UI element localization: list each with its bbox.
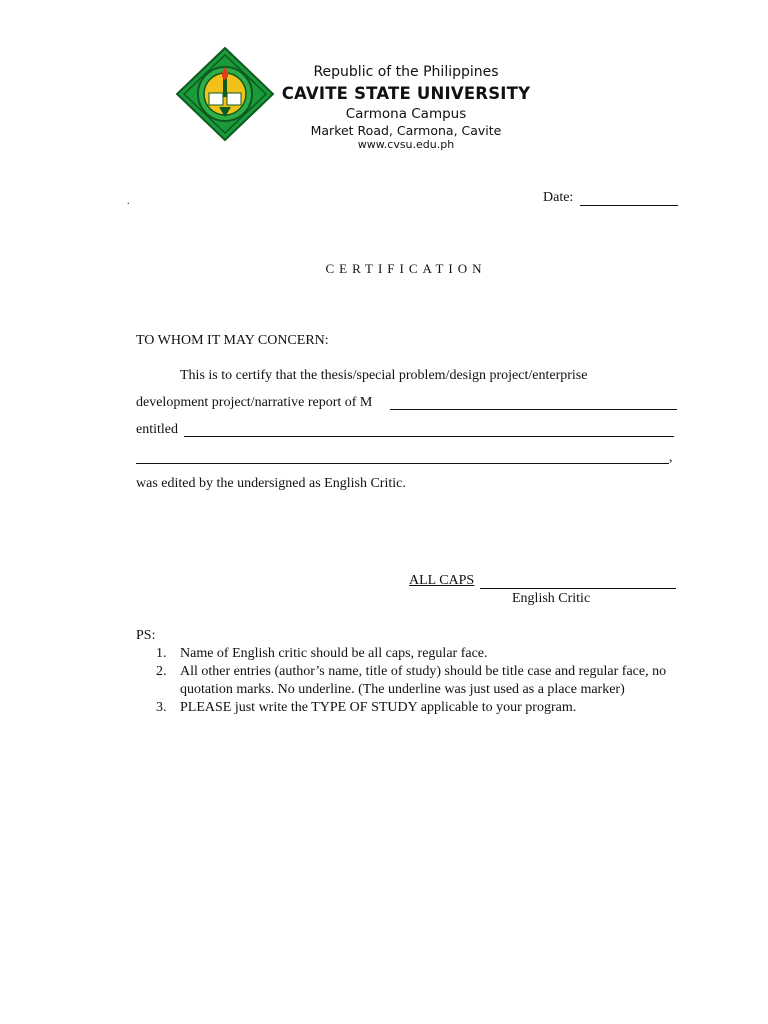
campus-address: Market Road, Carmona, Cavite: [310, 123, 502, 138]
title-blank-line-2: [136, 463, 669, 464]
certification-title: CERTIFICATION: [325, 261, 487, 276]
author-blank-line: [390, 409, 677, 410]
list-item-text: Name of English critic should be all caps, regular face.: [180, 646, 488, 661]
salutation: TO WHOM IT MAY CONCERN:: [136, 333, 329, 348]
list-item-text: All other entries (author’s name, title of study) should be title case and regular face, no quotation marks. No underline. (The underline was just used as a place marker): [180, 664, 667, 697]
title-line-comma: ,: [669, 450, 673, 465]
university-name: CAVITE STATE UNIVERSITY: [281, 84, 531, 103]
list-item-number: 3.: [156, 700, 167, 715]
list-item-number: 1.: [156, 646, 167, 661]
body-line-2: development project/narrative report of M: [136, 395, 373, 410]
list-item-text: PLEASE just write the TYPE OF STUDY applicable to your program.: [180, 700, 577, 715]
list-item: [156, 645, 676, 663]
critic-name-placeholder: ALL CAPS: [409, 573, 475, 588]
campus-name: Carmona Campus: [345, 106, 467, 122]
university-logo: [176, 47, 274, 141]
signature-blank-line: [480, 588, 676, 589]
body-line-1: This is to certify that the thesis/special problem/design project/enterprise: [180, 368, 588, 383]
website-text: www.cvsu.edu.ph: [357, 138, 455, 151]
list-item-number: 2.: [156, 664, 167, 679]
title-blank-line-1: [184, 436, 674, 437]
republic-text: Republic of the Philippines: [313, 64, 499, 80]
date-label: Date:: [543, 190, 574, 205]
body-line-5: was edited by the undersigned as English Critic.: [136, 476, 406, 491]
date-blank-line: [580, 205, 678, 206]
body-line-3: entitled: [136, 422, 178, 437]
ps-list: [156, 645, 676, 717]
list-item: [156, 699, 676, 717]
stray-dot: .: [127, 196, 130, 207]
critic-role: English Critic: [512, 591, 591, 606]
list-item: [156, 663, 676, 699]
ps-label: PS:: [136, 628, 156, 643]
